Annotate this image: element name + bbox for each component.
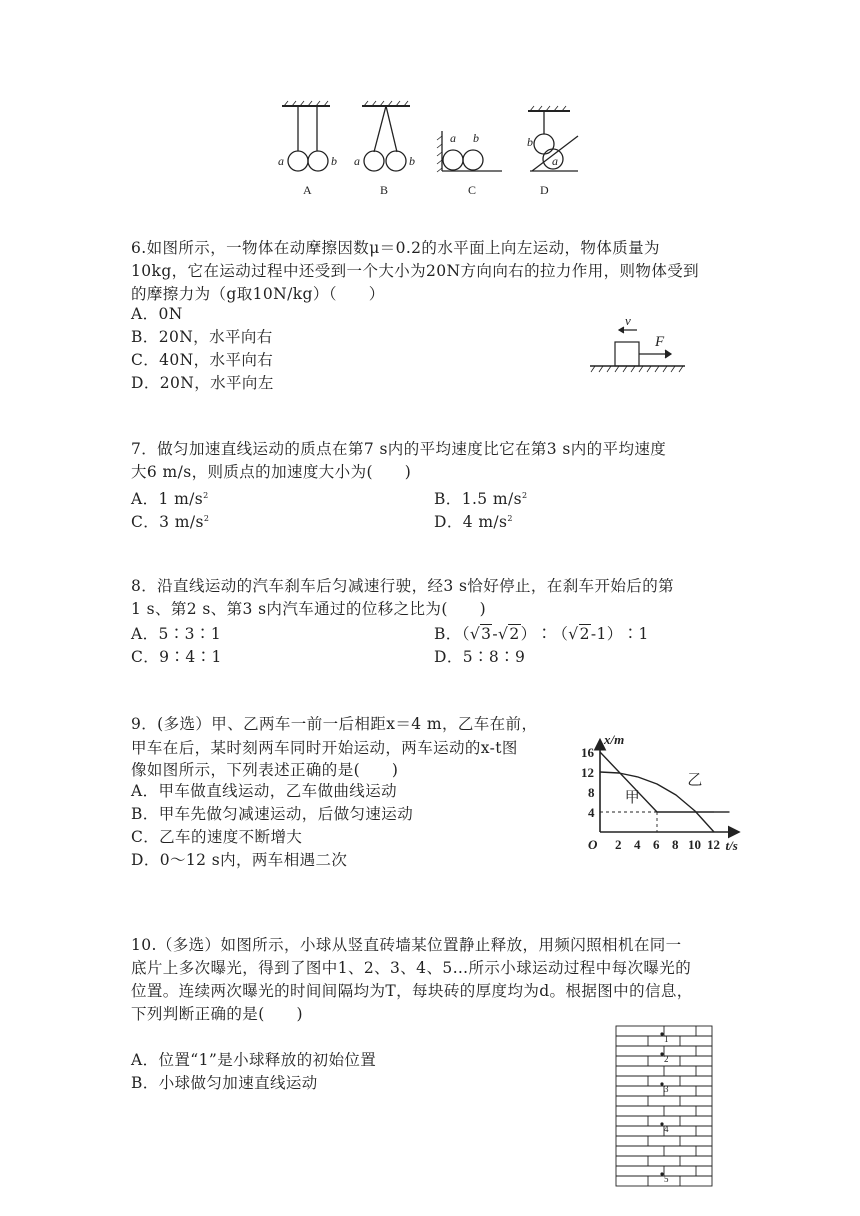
q8-option-d: D．5∶8∶9 xyxy=(434,648,526,666)
q10-option-a: A．位置“1”是小球释放的初始位置 xyxy=(131,1051,377,1069)
y-tick-label: 12 xyxy=(581,765,594,780)
q10-stem-line-3: 位置。连续两次曝光的时间间隔均为T，每块砖的厚度均为d。根据图中的信息， xyxy=(131,982,693,1000)
x-tick-label: 10 xyxy=(688,837,701,852)
ball-b-label-C: b xyxy=(473,131,479,145)
series-yi-label: 乙 xyxy=(687,772,703,789)
q6-stem-line-3: 的摩擦力为（g取10N/kg）（ ） xyxy=(131,285,385,303)
q10-stem-line-2: 底片上多次曝光，得到了图中1、2、3、4、5…所示小球运动过程中每次曝光的 xyxy=(131,959,692,977)
velocity-label: v xyxy=(625,313,631,328)
q6-stem-line-1: 6.如图所示，一物体在动摩擦因数μ＝0.2的水平面上向左运动，物体质量为 xyxy=(131,239,660,257)
q9-option-b: B．甲车先做匀减速运动，后做匀速运动 xyxy=(131,805,414,823)
x-tick-label: 8 xyxy=(672,837,679,852)
x-tick-label: 2 xyxy=(615,837,622,852)
figure-label-C: C xyxy=(468,183,477,197)
q7-option-c: C．3 $m/s^2$ xyxy=(131,513,210,531)
q9-stem-line-2: 甲车在后，某时刻两车同时开始运动，两车运动的x-t图 xyxy=(131,739,518,757)
ball-b-label-A: b xyxy=(331,154,337,168)
q9-option-d: D．0～12 s内，两车相遇二次 xyxy=(131,851,348,869)
ball-a-label-D: a xyxy=(552,154,558,168)
chart-axes xyxy=(581,732,738,853)
y-axis-label: x/m xyxy=(604,732,625,747)
q9-stem-line-3: 像如图所示，下列表述正确的是( ) xyxy=(131,761,399,779)
x-tick-label: 12 xyxy=(707,837,720,852)
ball-position-label: 1 xyxy=(664,1034,669,1044)
q7-option-a: A．1 $m/s^2$ xyxy=(131,490,209,508)
q6-option-d: D．20N，水平向左 xyxy=(131,374,274,392)
ball-position-label: 4 xyxy=(664,1124,669,1134)
q6-option-b: B．20N，水平向右 xyxy=(131,328,273,346)
q10-option-b: B．小球做匀加速直线运动 xyxy=(131,1074,318,1092)
q9-stem-line-1: 9．(多选）甲、乙两车一前一后相距x＝4 m，乙车在前， xyxy=(131,715,538,733)
series-jia-label: 甲 xyxy=(624,790,640,806)
q7-option-d: D．4 $m/s^2$ xyxy=(434,513,513,531)
q7-stem-line-1: 7．做匀加速直线运动的质点在第7 s内的平均速度比它在第3 s内的平均速度 xyxy=(131,440,667,458)
y-tick-label: 4 xyxy=(588,805,595,820)
x-axis-label: t/s xyxy=(725,838,738,853)
x-tick-label: 6 xyxy=(653,837,660,852)
figure-label-B: B xyxy=(380,183,389,197)
q8-option-b: B．（√3-√2）∶（√2-1）∶1 xyxy=(434,625,649,643)
figure-label-A: A xyxy=(303,183,312,197)
ball-a-label-C: a xyxy=(450,131,456,145)
ball-b-label-B: b xyxy=(409,154,415,168)
x-tick-label: O xyxy=(588,837,598,852)
ball-a-label-B: a xyxy=(354,154,360,168)
q7-option-b: B．1.5 $m/s^2$ xyxy=(434,490,528,508)
y-tick-label: 16 xyxy=(581,745,594,760)
ball-position-label: 5 xyxy=(664,1174,669,1184)
q10-stem-line-4: 下列判断正确的是( ) xyxy=(131,1005,303,1023)
q9-option-c: C．乙车的速度不断增大 xyxy=(131,828,303,846)
q8-stem-line-1: 8．沿直线运动的汽车刹车后匀减速行驶，经3 s恰好停止，在刹车开始后的第 xyxy=(131,577,675,595)
y-tick-label: 8 xyxy=(588,785,595,800)
x-tick-label: 4 xyxy=(634,837,641,852)
q9-option-a: A．甲车做直线运动，乙车做曲线运动 xyxy=(131,782,397,800)
ball-position-label: 3 xyxy=(664,1084,669,1094)
q8-option-c: C．9∶4∶1 xyxy=(131,648,222,666)
q8-option-a: A．5∶3∶1 xyxy=(131,625,222,643)
q6-option-a: A．0N xyxy=(131,305,183,323)
figure-label-D: D xyxy=(540,183,549,197)
q8-stem-line-2: 1 s、第2 s、第3 s内汽车通过的位移之比为( ) xyxy=(131,600,487,618)
q10-stem-line-1: 10.（多选）如图所示，小球从竖直砖墙某位置静止释放，用频闪照相机在同一 xyxy=(131,936,682,954)
ball-position-label: 2 xyxy=(664,1054,669,1064)
block-force-diagram xyxy=(585,312,690,378)
ball-a-label-A: a xyxy=(278,154,284,168)
ball-b-label-D: b xyxy=(527,135,533,149)
q6-option-c: C．40N，水平向右 xyxy=(131,351,274,369)
force-label: F xyxy=(655,334,665,350)
ball-configurations-figure xyxy=(270,96,590,201)
q7-stem-line-2: 大6 m/s，则质点的加速度大小为( ) xyxy=(131,463,412,481)
xt-chart xyxy=(580,722,755,857)
q6-stem-line-2: 10kg，它在运动过程中还受到一个大小为20N方向向右的拉力作用，则物体受到 xyxy=(131,262,700,280)
brick-wall-figure xyxy=(612,1022,718,1192)
